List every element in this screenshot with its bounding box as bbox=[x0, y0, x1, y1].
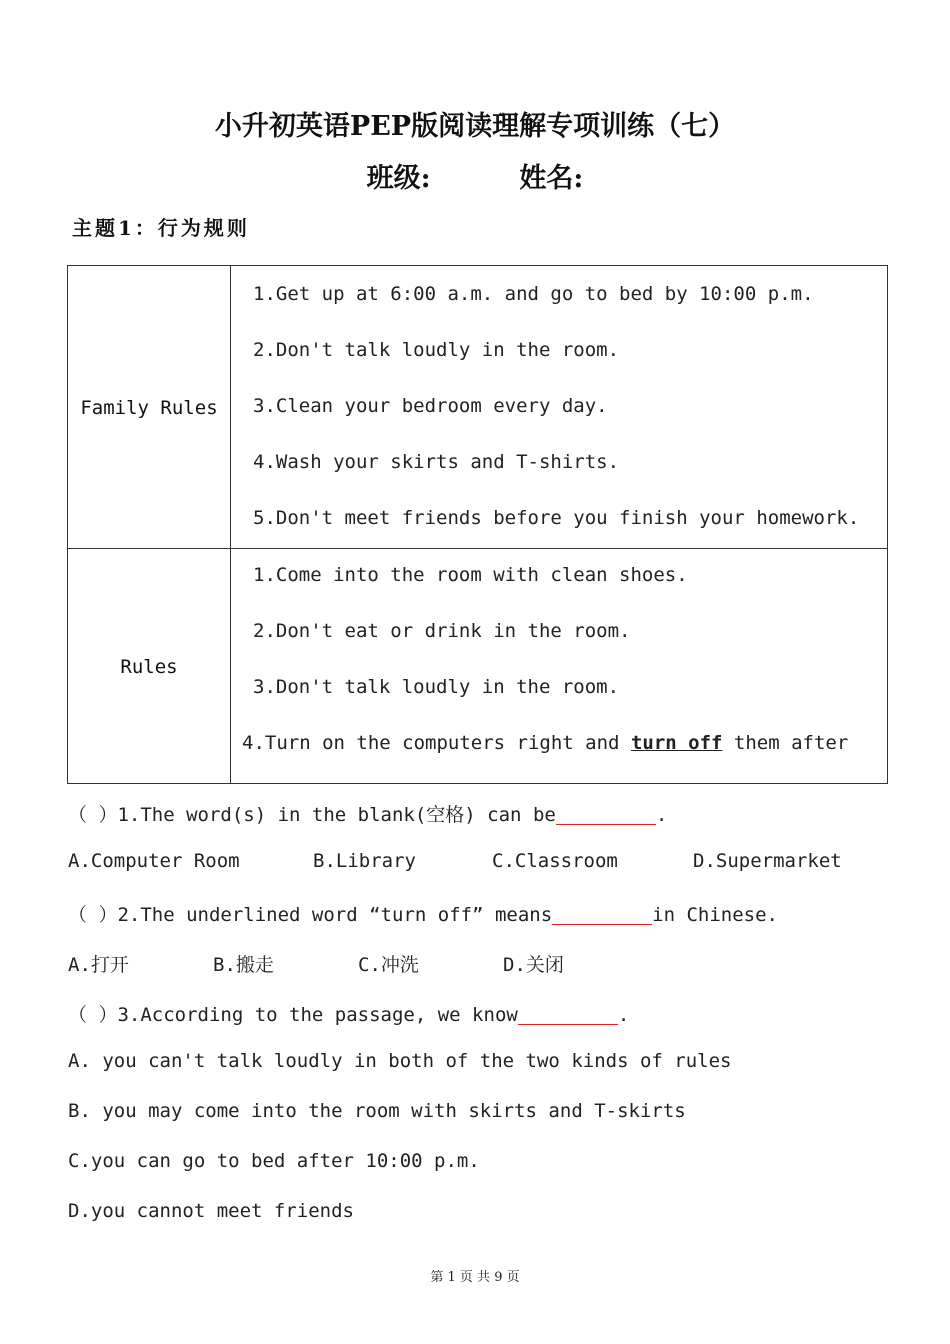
answer-blank[interactable] bbox=[552, 906, 652, 925]
family-rule-5: 5.Don't meet friends before you finish your homework. bbox=[253, 507, 860, 529]
table-divider-vertical bbox=[230, 266, 231, 783]
question-3-end: . bbox=[617, 1004, 630, 1026]
family-rule-3: 3.Clean your bedroom every day. bbox=[253, 395, 608, 417]
turn-off-underlined: turn off bbox=[630, 732, 723, 754]
family-rule-2: 2.Don't talk loudly in the room. bbox=[253, 339, 620, 361]
option-c: C.you can go to bed after 10:00 p.m. bbox=[68, 1150, 480, 1172]
rules-table bbox=[67, 265, 888, 784]
answer-paren[interactable]: （ ） bbox=[68, 904, 118, 926]
page-footer: 第 1 页 共 9 页 bbox=[430, 1270, 520, 1285]
topic-heading: 主题1：行为规则 bbox=[72, 216, 250, 240]
option-a: A.打开 bbox=[68, 954, 129, 976]
option-c: C.冲洗 bbox=[358, 954, 419, 976]
option-b: B.搬走 bbox=[213, 954, 274, 976]
option-d: D.关闭 bbox=[503, 954, 564, 976]
room-rule-4 bbox=[242, 732, 848, 754]
table-divider-horizontal bbox=[68, 548, 887, 549]
option-a: A. you can't talk loudly in both of the two kinds of rules bbox=[68, 1050, 732, 1072]
question-2-end: in Chinese. bbox=[652, 904, 778, 926]
class-name-line bbox=[0, 156, 950, 195]
room-rule-1: 1.Come into the room with clean shoes. bbox=[253, 564, 688, 586]
option-b: B. you may come into the room with skirts and T-skirts bbox=[68, 1100, 686, 1122]
answer-paren[interactable]: （ ） bbox=[68, 804, 118, 826]
option-c: C.Classroom bbox=[492, 850, 618, 872]
family-rule-4: 4.Wash your skirts and T-shirts. bbox=[253, 451, 620, 473]
class-label: 班级: bbox=[366, 163, 431, 194]
option-d: D.you cannot meet friends bbox=[68, 1200, 354, 1222]
answer-blank[interactable] bbox=[556, 806, 656, 825]
name-label: 姓名: bbox=[519, 163, 584, 194]
rules-label: Rules bbox=[120, 656, 178, 678]
rule4-suffix: them after bbox=[722, 732, 849, 754]
question-1 bbox=[68, 800, 667, 827]
question-2 bbox=[68, 900, 778, 927]
page-title: 小升初英语PEP版阅读理解专项训练（七） bbox=[214, 111, 736, 142]
question-1-text: 1.The word(s) in the blank(空格) can be bbox=[117, 804, 556, 826]
answer-blank[interactable] bbox=[518, 1006, 618, 1025]
room-rule-3: 3.Don't talk loudly in the room. bbox=[253, 676, 620, 698]
question-1-end: . bbox=[655, 804, 668, 826]
question-3 bbox=[68, 1000, 629, 1027]
option-a: A.Computer Room bbox=[68, 850, 240, 872]
question-3-text: 3.According to the passage, we know bbox=[117, 1004, 518, 1026]
option-b: B.Library bbox=[313, 850, 416, 872]
question-2-text: 2.The underlined word “turn off” means bbox=[117, 904, 553, 926]
room-rule-2: 2.Don't eat or drink in the room. bbox=[253, 620, 631, 642]
family-rule-1: 1.Get up at 6:00 a.m. and go to bed by 10:00 p.m. bbox=[253, 283, 814, 305]
option-d: D.Supermarket bbox=[693, 850, 842, 872]
answer-paren[interactable]: （ ） bbox=[68, 1004, 118, 1026]
rule4-prefix: 4.Turn on the computers right and bbox=[242, 732, 631, 754]
family-rules-label: Family Rules bbox=[80, 397, 218, 419]
